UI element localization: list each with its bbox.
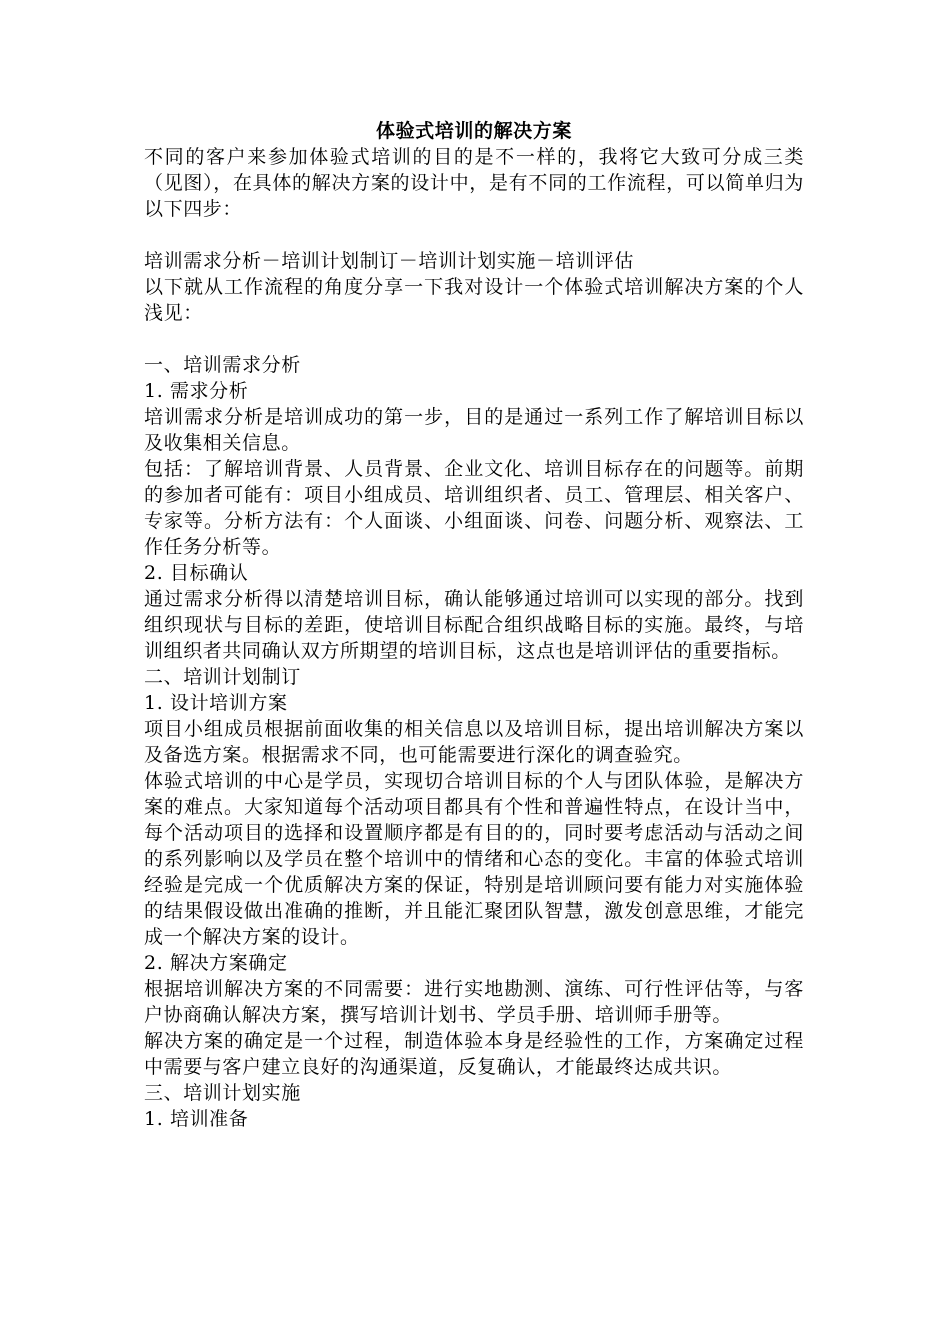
workflow-steps: 培训需求分析－培训计划制订－培训计划实施－培训评估 — [144, 250, 635, 272]
body-paragraph: 解决方案的确定是一个过程，制造体验本身是经验性的工作，方案确定过程中需要与客户建立良好的沟通渠道，反复确认，才能最终达成共识。 — [144, 1030, 804, 1078]
intro-paragraph: 不同的客户来参加体验式培训的目的是不一样的，我将它大致可分成三类（见图），在具体的解决方案的设计中，是有不同的工作流程，可以简单归为以下四步： — [144, 146, 804, 220]
subheading-design-plan: 1. 设计培训方案 — [144, 692, 288, 714]
subheading-training-preparation: 1. 培训准备 — [144, 1108, 249, 1130]
body-paragraph: 根据培训解决方案的不同需要：进行实地勘测、演练、可行性评估等，与客户协商确认解决方案，撰写培训计划书、学员手册、培训师手册等。 — [144, 978, 804, 1026]
document-page — [144, 118, 804, 1132]
subheading-solution-confirmation: 2. 解决方案确定 — [144, 952, 288, 974]
body-paragraph: 培训需求分析是培训成功的第一步，目的是通过一系列工作了解培训目标以及收集相关信息。 — [144, 406, 804, 454]
body-paragraph: 包括：了解培训背景、人员背景、企业文化、培训目标存在的问题等。前期的参加者可能有：项目小组成员、培训组织者、员工、管理层、相关客户、专家等。分析方法有：个人面谈、小组面谈、问卷、问题分析、观察法、工作任务分析等。 — [144, 458, 804, 558]
document-title: 体验式培训的解决方案 — [375, 120, 572, 142]
subheading-needs-analysis: 1. 需求分析 — [144, 380, 249, 402]
section-heading-needs-analysis: 一、培训需求分析 — [144, 354, 301, 376]
body-paragraph: 通过需求分析得以清楚培训目标，确认能够通过培训可以实现的部分。找到组织现状与目标的差距，使培训目标配合组织战略目标的实施。最终，与培训组织者共同确认双方所期望的培训目标，这点也是培训评估的重要指标。 — [144, 588, 804, 662]
blank-line — [144, 222, 804, 248]
intro-followup: 以下就从工作流程的角度分享一下我对设计一个体验式培训解决方案的个人浅见： — [144, 276, 804, 324]
section-heading-plan: 二、培训计划制订 — [144, 666, 301, 688]
body-paragraph: 项目小组成员根据前面收集的相关信息以及培训目标，提出培训解决方案以及备选方案。根据需求不同，也可能需要进行深化的调查验究。 — [144, 718, 804, 766]
subheading-goal-confirmation: 2. 目标确认 — [144, 562, 249, 584]
section-heading-implementation: 三、培训计划实施 — [144, 1082, 301, 1104]
blank-line — [144, 326, 804, 352]
body-paragraph: 体验式培训的中心是学员，实现切合培训目标的个人与团队体验，是解决方案的难点。大家知道每个活动项目都具有个性和普遍性特点，在设计当中，每个活动项目的选择和设置顺序都是有目的的，同时要考虑活动与活动之间的系列影响以及学员在整个培训中的情绪和心态的变化。丰富的体验式培训经验是完成一个优质解决方案的保证，特别是培训顾问要有能力对实施体验的结果假设做出准确的推断，并且能汇聚团队智慧，激发创意思维，才能完成一个解决方案的设计。 — [144, 770, 804, 948]
